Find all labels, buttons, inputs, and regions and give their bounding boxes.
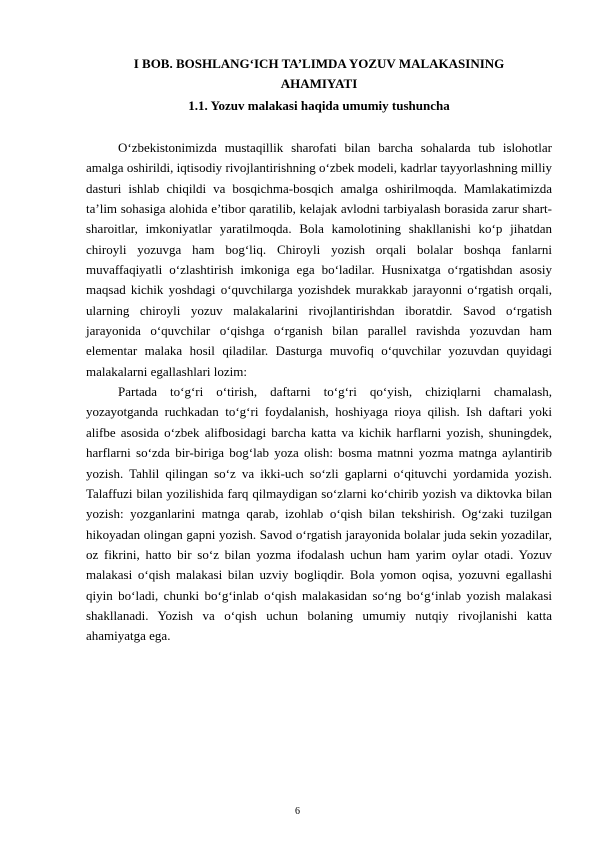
page-number: 6 bbox=[295, 806, 300, 817]
paragraph-2: Partada to‘g‘ri o‘tirish, daftarni to‘g‘ri qo‘yish, chiziqlarni chamalash, yozayotganda ruchkadan to‘g‘ri foydalanish, hoshiyaga rioya qilish. Ish daftari yoki alifbe asosida o‘zbek alifbosidagi barcha katta va kichik harflarni yozish, shuningdek, harflarni so‘zda bir-biriga bog‘lab yoza olish: bosma matnni yozma matnga aylantirib yozish. Tahlil qilingan so‘z va ikki-uch so‘zli gaplarni o‘qituvchi yordamida yozish. Talaffuzi bilan yozilishida farq qilmaydigan so‘zlarni ko‘chirib yozish va diktovka bilan yozish: yozganlarini matnga qarab, izohlab o‘qish bilan tekshirish. Og‘zaki tuzilgan hikoyadan olingan gapni yozish. Savod o‘rgatish jarayonida bolalar juda sekin yozadilar, oz fikrini, hatto bir so‘z bilan yozma ifodalash uchun ham yarim oylar otadi. Yozuv malakasi o‘qish malakasi bilan uzviy bogliqdir. Bola yomon oqisa, yozuvni egallashi qiyin bo‘ladi, chunki bo‘g‘inlab o‘qish malakasidan so‘ng bo‘g‘inlab yozish malakasi shakllanadi. Yozish va o‘qish uchun bolaning umumiy nutqiy rivojlanishi katta ahamiyatga ega. bbox=[86, 384, 552, 644]
document-page bbox=[86, 54, 552, 647]
chapter-title-line-1: I BOB. BOSHLANG‘ICH TA’LIMDA YOZUV MALAKASINING bbox=[133, 56, 505, 71]
chapter-title-line-2: AHAMIYATI bbox=[280, 76, 358, 91]
body-text bbox=[86, 138, 552, 647]
paragraph-1: O‘zbekistonimizda mustaqillik sharofati bilan barcha sohalarda tub islohotlar amalga oshirildi, iqtisodiy rivojlantirishning o‘zbek modeli, kadrlar tayyorlashning milliy dasturi ishlab chiqildi va bosqichma-bosqich amalga oshirilmoqda. Mamlakatimizda ta’lim sohasiga alohida e’tibor qaratilib, kelajak avlodni tarbiyalash borasida zarur shart-sharoitlar, imkoniyatlar yaratilmoqda. Bola kamolotining shakllanishi ko‘p jihatdan chiroyli yozuvga ham bog‘liq. Chiroyli yozish orqali bolalar boshqa fanlarni muvaffaqiyatli o‘zlashtirish imkoniga ega bo‘ladilar. Husnixatga o‘rgatishdan asosiy maqsad kichik yoshdagi o‘quvchilarga yozishdek murakkab jarayonni o‘rgatish orqali, ularning chiroyli yozuv malakalarini rivojlantirishdan iboratdir. Savod o‘rgatish jarayonida o‘quvchilar o‘qishga o‘rganish bilan parallel ravishda yozuvdan ham elementar malaka hosil qiladilar. Dasturga muvofiq o‘quvchilar yozuvdan quyidagi malakalarni egallashlari lozim: bbox=[86, 140, 552, 379]
section-title: 1.1. Yozuv malakasi haqida umumiy tushuncha bbox=[188, 98, 450, 113]
